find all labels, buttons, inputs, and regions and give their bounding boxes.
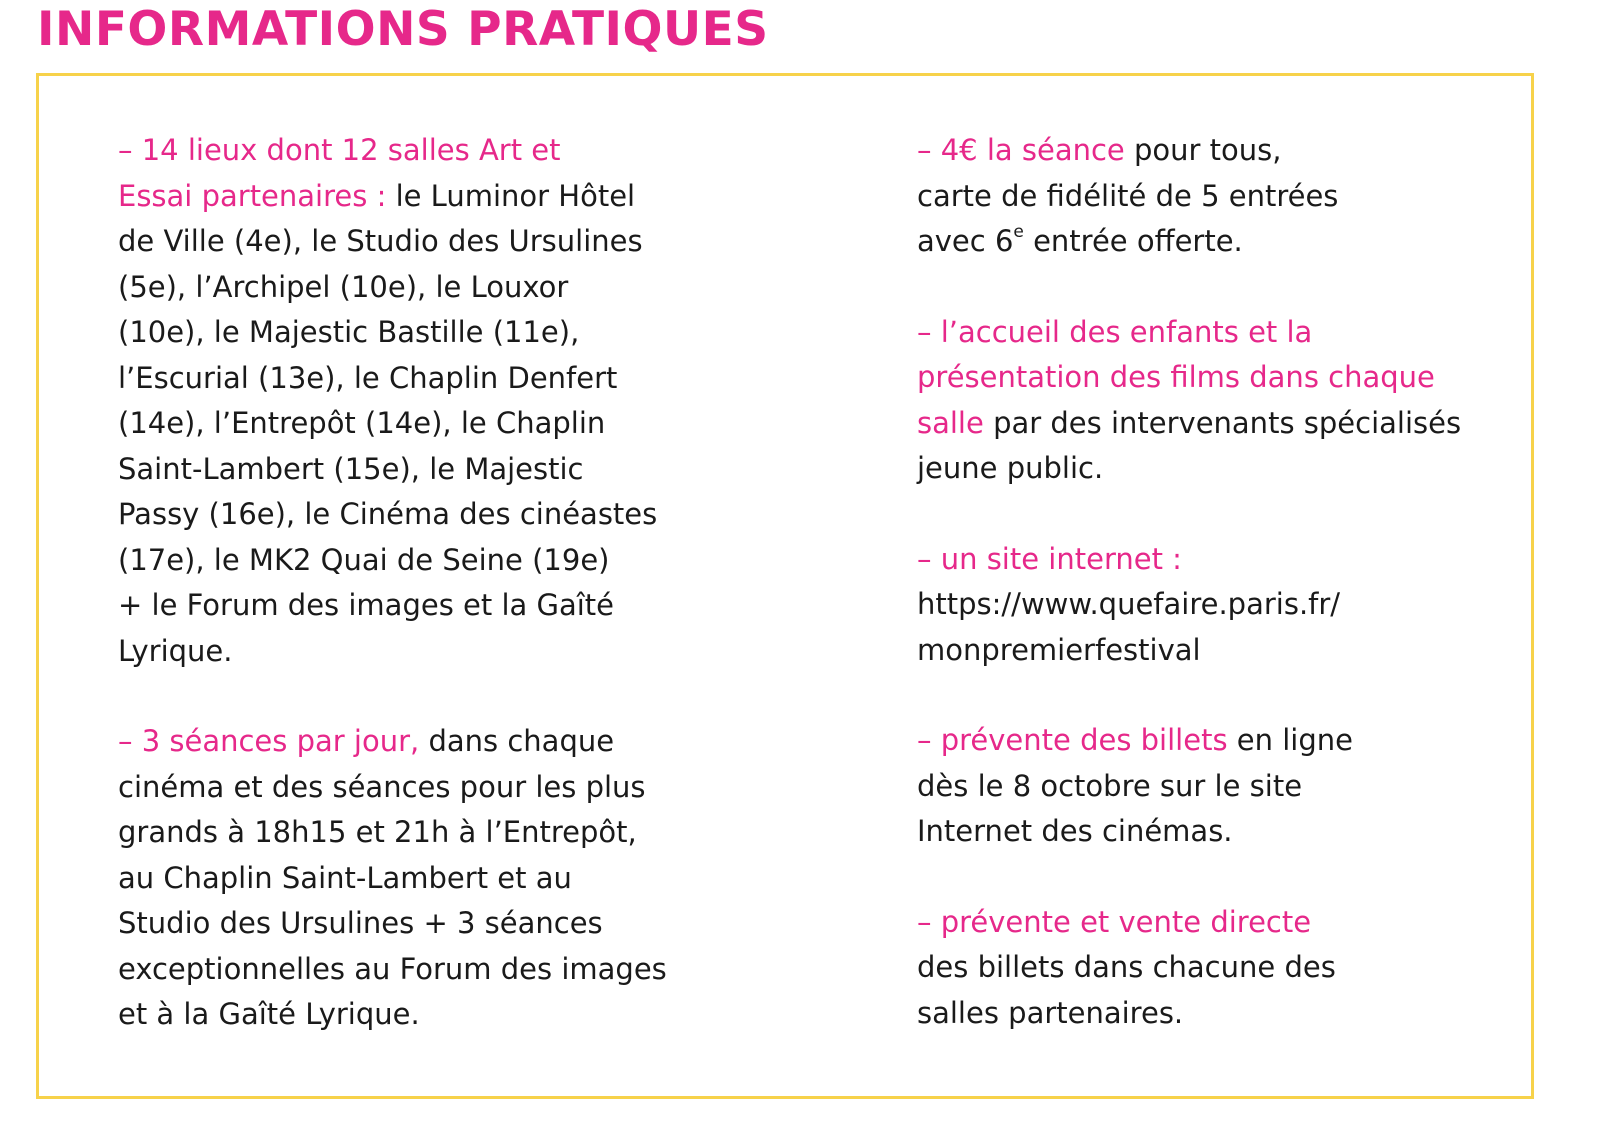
highlight-text: – l’accueil des enfants et la (917, 314, 1313, 349)
body-text: Lyrique. (118, 633, 233, 668)
tarif-line-3-pre: avec 6 (917, 224, 1014, 258)
tarif-line-3-sup: e (1013, 222, 1024, 243)
text-line (118, 401, 678, 447)
text-line (118, 583, 678, 629)
text-line (917, 764, 1497, 810)
text-line (118, 856, 678, 902)
body-text: en ligne (1236, 723, 1353, 757)
text-line (917, 310, 1497, 356)
highlight-text: – 3 séances par jour, (118, 724, 429, 758)
highlight-text: présentation des films dans chaque (917, 360, 1435, 394)
text-line (118, 265, 678, 311)
body-text: salles partenaires. (917, 995, 1184, 1030)
tarif-text: pour tous, (1134, 133, 1282, 167)
body-text: (5e), l’Archipel (10e), le Louxor (118, 269, 569, 304)
text-line (118, 310, 678, 356)
tarif-line-1 (917, 128, 1497, 174)
info-block-accueil (917, 310, 1497, 492)
body-text: (10e), le Majestic Bastille (11e), (118, 315, 580, 349)
text-line (917, 809, 1497, 855)
text-line (118, 992, 678, 1038)
info-box (36, 73, 1534, 1099)
page-title: INFORMATIONS PRATIQUES (37, 2, 769, 57)
body-text: le Luminor Hôtel (395, 178, 636, 213)
body-text: au Chaplin Saint-Lambert et au (118, 860, 572, 895)
text-line (917, 582, 1497, 628)
body-text: cinéma et des séances pour les plus (118, 769, 646, 804)
highlight-text: salle (917, 405, 994, 440)
text-line (118, 629, 678, 675)
text-line (118, 174, 678, 220)
body-text: dans chaque (428, 724, 615, 758)
tarif-line-2: carte de fidélité de 5 entrées (917, 178, 1339, 213)
body-text: + le Forum des images et la Gaîté (118, 588, 615, 622)
text-line (917, 718, 1497, 764)
text-line (917, 446, 1497, 492)
info-block-vente (917, 900, 1497, 1037)
info-block-site (917, 537, 1497, 674)
info-block-tarif (917, 128, 1497, 265)
body-text: et à la Gaîté Lyrique. (118, 997, 420, 1031)
highlight-text: Essai partenaires : (118, 178, 396, 213)
body-text: de Ville (4e), le Studio des Ursulines (118, 224, 643, 258)
info-block-seances (118, 719, 678, 1038)
text-line (118, 219, 678, 265)
body-text: https://www.quefaire.paris.fr/ (917, 587, 1341, 621)
body-text: Passy (16e), le Cinéma des cinéastes (118, 497, 658, 531)
body-text: monpremierfestival (917, 632, 1201, 667)
text-line (118, 719, 678, 765)
body-text: Saint-Lambert (15e), le Majestic (118, 451, 584, 486)
tarif-highlight: – 4€ la séance (917, 133, 1134, 167)
text-line (917, 900, 1497, 946)
right-column (917, 128, 1497, 1081)
text-line (118, 947, 678, 993)
tarif-line-3-post: entrée offerte. (1023, 224, 1243, 258)
text-line (118, 810, 678, 856)
body-text: grands à 18h15 et 21h à l’Entrepôt, (118, 815, 637, 849)
body-text: Internet des cinémas. (917, 814, 1233, 848)
text-line (917, 355, 1497, 401)
highlight-text: – prévente et vente directe (917, 904, 1312, 939)
text-line (917, 945, 1497, 991)
body-text: (17e), le MK2 Quai de Seine (19e) (118, 542, 610, 577)
text-line (118, 447, 678, 493)
info-block-prevente (917, 718, 1497, 855)
body-text: (14e), l’Entrepôt (14e), le Chaplin (118, 406, 606, 440)
text-line (917, 991, 1497, 1037)
left-column (118, 128, 678, 1083)
body-text: dès le 8 octobre sur le site (917, 768, 1303, 803)
text-line (917, 537, 1497, 583)
body-text: jeune public. (917, 451, 1104, 485)
info-block-lieux (118, 128, 678, 674)
body-text: des billets dans chacune des (917, 950, 1336, 984)
text-line (917, 401, 1497, 447)
tarif-line-3 (917, 219, 1497, 265)
body-text: Studio des Ursulines + 3 séances (118, 906, 603, 940)
body-text: par des intervenants spécialisés (993, 405, 1462, 440)
highlight-text: – un site internet : (917, 541, 1182, 576)
text-line (118, 492, 678, 538)
body-text: l’Escurial (13e), le Chaplin Denfert (118, 360, 618, 395)
body-text: exceptionnelles au Forum des images (118, 951, 667, 986)
highlight-text: – prévente des billets (917, 723, 1237, 757)
text-line (118, 128, 678, 174)
text-line (118, 765, 678, 811)
text-line (118, 538, 678, 584)
text-line (118, 356, 678, 402)
text-line (917, 628, 1497, 674)
text-line (118, 901, 678, 947)
highlight-text: – 14 lieux dont 12 salles Art et (118, 133, 561, 167)
